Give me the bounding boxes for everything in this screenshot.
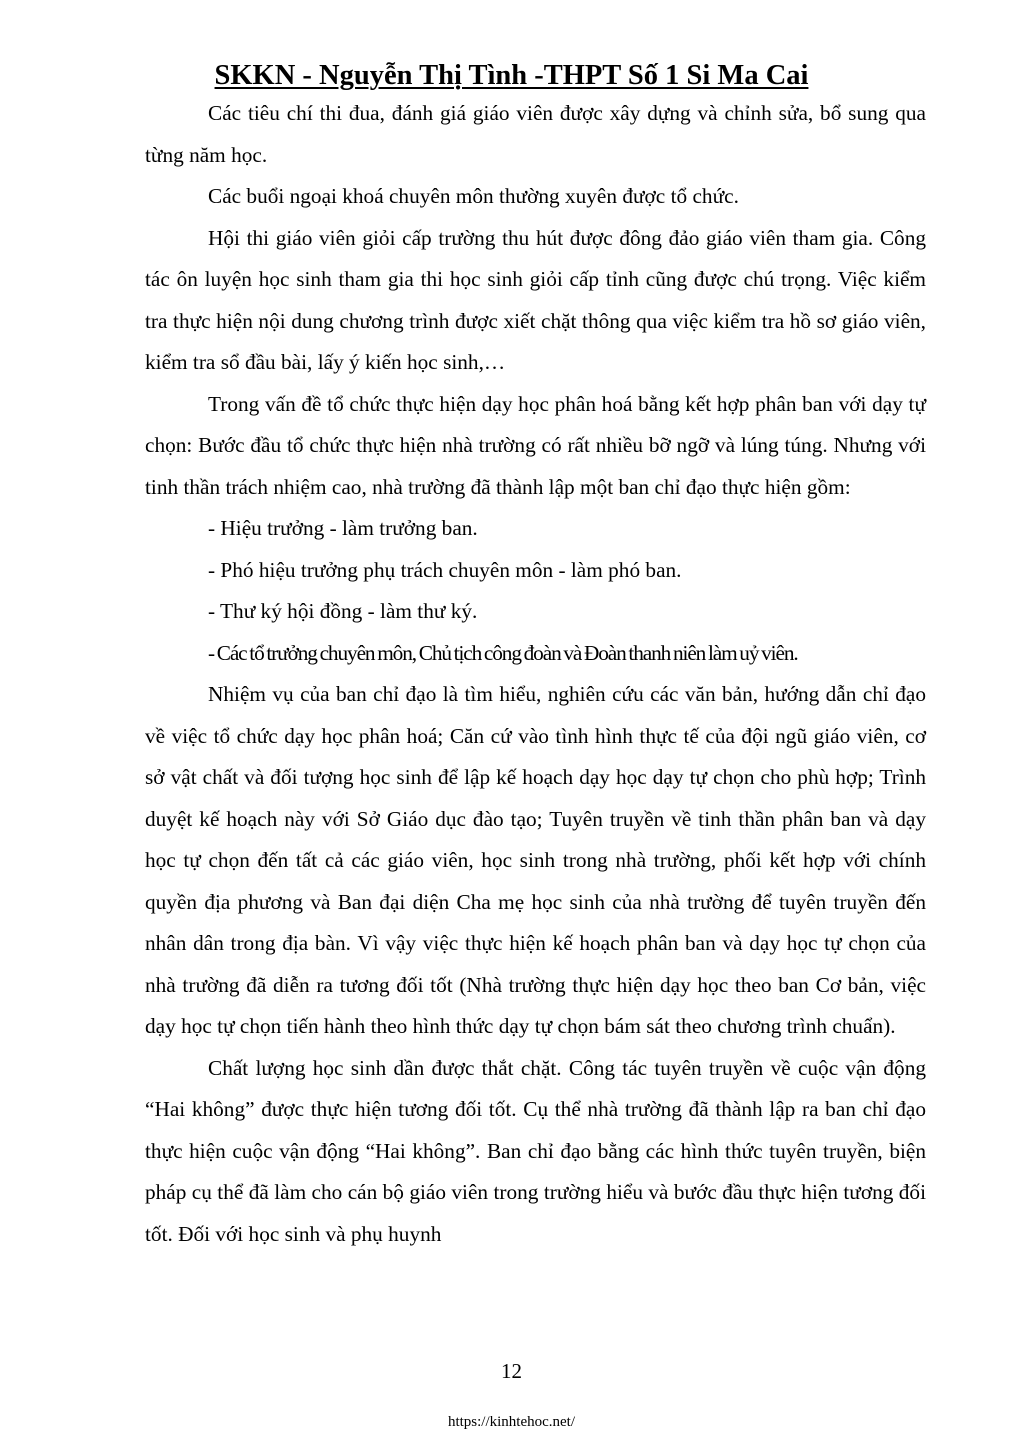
paragraph-evaluation-criteria: Các tiêu chí thi đua, đánh giá giáo viên được xây dựng và chỉnh sửa, bổ sung qua từng năm học. xyxy=(145,101,926,167)
paragraph-student-quality: Chất lượng học sinh dần được thắt chặt. Công tác tuyên truyền về cuộc vận động “Hai không” được thực hiện tương đối tốt. Cụ thể nhà trường đã thành lập ra ban chỉ đạo thực hiện cuộc vận động “Hai không”. Ban chỉ đạo bằng các hình thức tuyên truyền, biện pháp cụ thể đã làm cho cán bộ giáo viên trong trường hiểu và bước đầu thực hiện tương đối tốt. Đối với học sinh và phụ huynh xyxy=(145,1055,926,1246)
paragraph-extracurricular: Các buổi ngoại khoá chuyên môn thường xuyên được tổ chức. xyxy=(208,184,739,208)
paragraph-differentiated-teaching: Trong vấn đề tổ chức thực hiện dạy học phân hoá bằng kết hợp phân ban với dạy tự chọn: Bước đầu tổ chức thực hiện nhà trường có rất nhiều bỡ ngỡ và lúng túng. Nhưng với tinh thần trách nhiệm cao, nhà trường đã thành lập một ban chỉ đạo thực hiện gồm: xyxy=(145,391,926,499)
paragraph-teacher-contest: Hội thi giáo viên giỏi cấp trường thu hút được đông đảo giáo viên tham gia. Công tác ôn luyện học sinh tham gia thi học sinh giỏi cấp tỉnh cũng được chú trọng. Việc kiểm tra thực hiện nội dung chương trình được xiết chặt thông qua việc kiểm tra hồ sơ giáo viên, kiểm tra sổ đầu bài, lấy ý kiến học sinh,… xyxy=(145,225,926,374)
document-body xyxy=(145,93,926,1255)
list-item-secretary: - Thư ký hội đồng - làm thư ký. xyxy=(208,599,478,623)
footer-url: https://kinhtehoc.net/ xyxy=(447,1414,576,1430)
paragraph-committee-duties: Nhiệm vụ của ban chỉ đạo là tìm hiểu, nghiên cứu các văn bản, hướng dẫn chỉ đạo về việc tổ chức dạy học phân hoá; Căn cứ vào tình hình thực tế của đội ngũ giáo viên, cơ sở vật chất và đối tượng học sinh để lập kế hoạch dạy học dạy tự chọn cho phù hợp; Trình duyệt kế hoạch này với Sở Giáo dục đào tạo; Tuyên truyền về tinh thần phân ban và dạy học tự chọn đến tất cả các giáo viên, học sinh trong nhà trường, phối kết hợp với chính quyền địa phương và Ban đại diện Cha mẹ học sinh của nhà trường để tuyên truyền đến nhân dân trong địa bàn. Vì vậy việc thực hiện kế hoạch phân ban và dạy học tự chọn của nhà trường đã diễn ra tương đối tốt (Nhà trường thực hiện dạy học theo ban Cơ bản, việc dạy học tự chọn tiến hành theo hình thức dạy tự chọn bám sát theo chương trình chuẩn). xyxy=(145,682,926,1038)
page-number: 12 xyxy=(501,1359,522,1383)
list-item-members: - Các tổ trưởng chuyên môn, Chủ tịch công đoàn và Đoàn thanh niên làm uỷ viên. xyxy=(208,640,798,665)
page-header-title: SKKN - Nguyễn Thị Tình -THPT Số 1 Si Ma Cai xyxy=(214,60,809,91)
list-item-principal: - Hiệu trưởng - làm trưởng ban. xyxy=(208,516,478,540)
list-item-vice-principal: - Phó hiệu trưởng phụ trách chuyên môn - làm phó ban. xyxy=(208,557,682,582)
